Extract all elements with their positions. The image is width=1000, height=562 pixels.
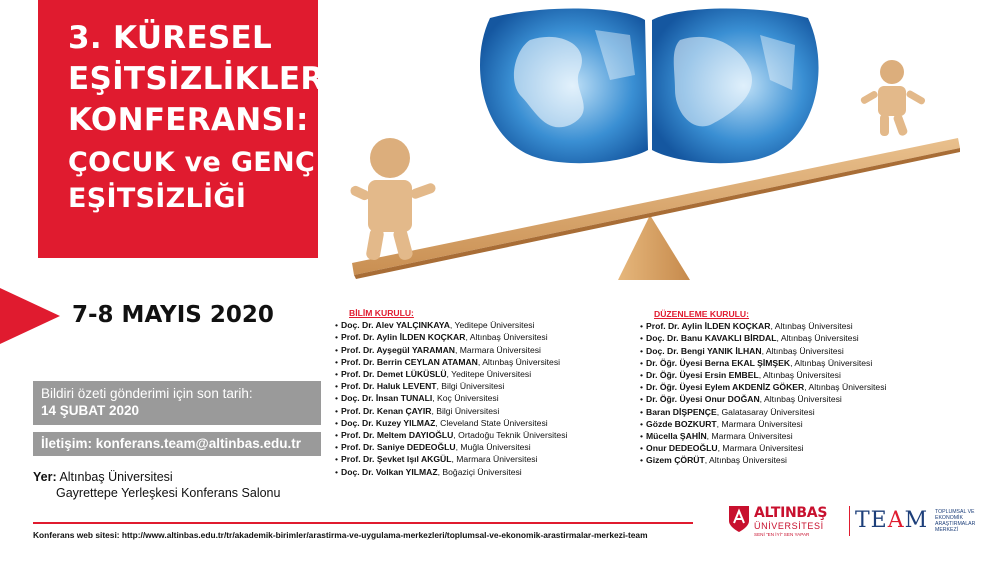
bullet-icon: • [640, 345, 644, 356]
member-affiliation: , Altınbaş Üniversitesi [776, 333, 859, 344]
member-affiliation: , Ortadoğu Teknik Üniversitesi [453, 430, 568, 441]
venue-info [33, 469, 280, 501]
title-line-3: KONFERANSI: [68, 102, 309, 138]
member-name: Doç. Dr. Banu KAVAKLI BİRDAL [646, 333, 777, 344]
member-affiliation: , Koç Üniversitesi [432, 393, 499, 404]
member-name: Prof. Dr. Ayşegül YARAMAN [341, 344, 455, 355]
member-name: Doç. Dr. Kuzey YILMAZ [341, 417, 436, 428]
member-affiliation: , Muğla Üniversitesi [455, 442, 531, 453]
member-affiliation: , Marmara Üniversitesi [455, 344, 541, 355]
organizing-committee-heading: DÜZENLEME KURULU: [654, 309, 750, 319]
member-name: Doç. Dr. Volkan YILMAZ [341, 466, 438, 477]
member-affiliation: , Marmara Üniversitesi [706, 431, 793, 442]
bullet-icon: • [335, 466, 339, 477]
bullet-icon: • [335, 430, 339, 441]
organizing-committee-member [640, 454, 886, 466]
conference-title-panel [38, 0, 325, 258]
member-name: Dr. Öğr. Üyesi Eylem AKDENİZ GÖKER [646, 382, 805, 393]
team-wordmark: TEAM [855, 508, 929, 533]
bullet-icon: • [640, 370, 644, 381]
team-description: TOPLUMSAL VE EKONOMİK ARAŞTIRMALAR MERKEZİ [935, 509, 976, 533]
bullet-icon: • [640, 333, 644, 344]
bullet-icon: • [640, 394, 644, 405]
member-name: Mücella ŞAHİN [646, 431, 707, 442]
scientific-committee-member [335, 331, 567, 343]
scientific-committee-member [335, 429, 567, 441]
member-affiliation: , Altınbaş Üniversitesi [477, 356, 561, 367]
member-affiliation: , Marmara Üniversitesi [451, 454, 538, 465]
member-name: Gizem ÇÖRÜT [646, 455, 705, 466]
scientific-committee-member [335, 319, 567, 331]
title-line-1: 3. KÜRESEL [68, 20, 273, 56]
venue-line-2: Gayrettepe Yerleşkesi Konferans Salonu [56, 486, 281, 500]
bullet-icon: • [335, 417, 339, 428]
scientific-committee-list [335, 319, 567, 478]
title-line-4: ÇOCUK ve GENÇ [68, 147, 316, 178]
member-affiliation: , Yeditepe Üniversitesi [446, 369, 532, 380]
bullet-icon: • [640, 418, 644, 429]
bullet-icon: • [640, 406, 644, 417]
member-affiliation: , Altınbaş Üniversitesi [761, 345, 844, 356]
bullet-icon: • [640, 382, 644, 393]
bullet-icon: • [335, 344, 339, 355]
seesaw-fulcrum [618, 215, 690, 280]
deadline-label: Bildiri özeti gönderimi için son tarih: [41, 386, 253, 401]
conference-date: 7-8 MAYIS 2020 [72, 302, 274, 328]
organizing-committee-member [640, 345, 886, 357]
figure-light-right [860, 60, 926, 137]
figure-heavy-left [349, 138, 437, 261]
organizing-committee-member [640, 381, 886, 393]
venue-line-1: Altınbaş Üniversitesi [59, 470, 173, 484]
member-name: Doç. Dr. İnsan TUNALI [341, 393, 433, 404]
member-name: Prof. Dr. Kenan ÇAYIR [341, 405, 432, 416]
organizing-committee-member [640, 320, 886, 332]
member-affiliation: , Bilgi Üniversitesi [436, 381, 505, 392]
member-affiliation: , Altınbaş Üniversitesi [758, 370, 841, 381]
scientific-committee-member [335, 417, 567, 429]
bullet-icon: • [640, 443, 644, 454]
scientific-committee-member [335, 344, 567, 356]
organizing-committee-member [640, 442, 886, 454]
bullet-icon: • [335, 405, 339, 416]
organizing-committee-member [640, 430, 886, 442]
member-name: Prof. Dr. Meltem DAYIOĞLU [341, 430, 454, 441]
member-name: Doç. Dr. Alev YALÇINKAYA [341, 320, 450, 331]
member-name: Prof. Dr. Aylin İLDEN KOÇKAR [341, 332, 466, 343]
organizing-committee-member [640, 357, 886, 369]
organizing-committee-member [640, 369, 886, 381]
globe-left-half [480, 8, 648, 163]
member-affiliation: , Galatasaray Üniversitesi [716, 406, 815, 417]
bullet-icon: • [640, 357, 644, 368]
member-name: Baran DİŞPENÇE [646, 406, 717, 417]
scientific-committee-member [335, 380, 567, 392]
bullet-icon: • [335, 369, 339, 380]
deadline-date: 14 ŞUBAT 2020 [41, 403, 140, 418]
bullet-icon: • [640, 431, 644, 442]
bullet-icon: • [640, 455, 644, 466]
scientific-committee [335, 307, 567, 478]
member-affiliation: , Altınbaş Üniversitesi [770, 321, 853, 332]
member-affiliation: , Boğaziçi Üniversitesi [437, 466, 522, 477]
team-logo [855, 506, 980, 538]
bullet-icon: • [335, 393, 339, 404]
member-affiliation: , Yeditepe Üniversitesi [449, 320, 535, 331]
organizing-committee [640, 308, 886, 467]
member-name: Dr. Öğr. Üyesi Berna EKAL ŞİMŞEK [646, 357, 791, 368]
organizing-committee-list [640, 320, 886, 466]
member-name: Prof. Dr. Haluk LEVENT [341, 381, 437, 392]
organizing-committee-member [640, 418, 886, 430]
footer-divider [33, 522, 693, 524]
member-name: Dr. Öğr. Üyesi Ersin EMBEL [646, 370, 759, 381]
member-affiliation: , Altınbaş Üniversitesi [804, 382, 887, 393]
scientific-committee-member [335, 453, 567, 465]
bullet-icon: • [335, 442, 339, 453]
member-name: Prof. Dr. Şevket Işıl AKGÜL [341, 454, 452, 465]
contact-email-box[interactable]: İletişim: konferans.team@altinbas.edu.tr [33, 432, 321, 456]
altinbas-slogan: SENİ "EN İYİ" SEN YAPAR [754, 532, 810, 537]
globe-right-half [652, 8, 819, 163]
organizing-committee-member [640, 406, 886, 418]
member-name: Onur DEDEOĞLU [646, 443, 718, 454]
bullet-icon: • [335, 320, 339, 331]
logo-divider [849, 506, 850, 536]
bullet-icon: • [335, 356, 339, 367]
altinbas-shield-icon [728, 505, 750, 533]
member-name: Gözde BOZKURT [646, 418, 717, 429]
venue-label: Yer: [33, 470, 57, 484]
seesaw-globe-illustration [330, 0, 1000, 300]
scientific-committee-member [335, 356, 567, 368]
member-affiliation: , Altınbaş Üniversitesi [704, 455, 787, 466]
member-name: Dr. Öğr. Üyesi Onur DOĞAN [646, 394, 760, 405]
altinbas-university-word: ÜNİVERSİTESİ [754, 521, 824, 531]
title-line-5: EŞİTSİZLİĞİ [68, 183, 247, 214]
bullet-icon: • [335, 381, 339, 392]
member-name: Prof. Dr. Aylin İLDEN KOÇKAR [646, 321, 771, 332]
bullet-icon: • [640, 321, 644, 332]
conference-website-link[interactable]: Konferans web sitesi: http://www.altinbas.edu.tr/tr/akademik-birimler/arastirma-ve-uygulama-merkezleri/toplumsal-ve-ekonomik-arastirmalar-merkezi-team [33, 530, 648, 540]
bullet-icon: • [335, 454, 339, 465]
abstract-deadline-box [33, 381, 321, 425]
bullet-icon: • [335, 332, 339, 343]
member-affiliation: , Cleveland State Üniversitesi [435, 417, 548, 428]
altinbas-university-logo [728, 504, 846, 540]
scientific-committee-member [335, 368, 567, 380]
member-name: Prof. Dr. Saniye DEDEOĞLU [341, 442, 456, 453]
scientific-committee-member [335, 441, 567, 453]
member-name: Doç. Dr. Bengi YANIK İLHAN [646, 345, 762, 356]
scientific-committee-heading: BİLİM KURULU: [349, 308, 414, 318]
member-affiliation: , Marmara Üniversitesi [716, 418, 803, 429]
member-affiliation: , Altınbaş Üniversitesi [465, 332, 548, 343]
date-arrow-marker [0, 288, 60, 344]
title-line-2: EŞİTSİZLİKLER [68, 61, 325, 97]
organizing-committee-member [640, 393, 886, 405]
member-affiliation: , Marmara Üniversitesi [717, 443, 804, 454]
member-name: Prof. Dr. Demet LÜKÜSLÜ [341, 369, 447, 380]
member-affiliation: , Altınbaş Üniversitesi [790, 357, 873, 368]
member-affiliation: , Bilgi Üniversitesi [431, 405, 500, 416]
member-affiliation: , Altınbaş Üniversitesi [759, 394, 842, 405]
scientific-committee-member [335, 392, 567, 404]
scientific-committee-member [335, 405, 567, 417]
organizing-committee-member [640, 332, 886, 344]
scientific-committee-member [335, 466, 567, 478]
altinbas-name: ALTINBAŞ [754, 505, 828, 521]
member-name: Prof. Dr. Berrin CEYLAN ATAMAN [341, 356, 478, 367]
